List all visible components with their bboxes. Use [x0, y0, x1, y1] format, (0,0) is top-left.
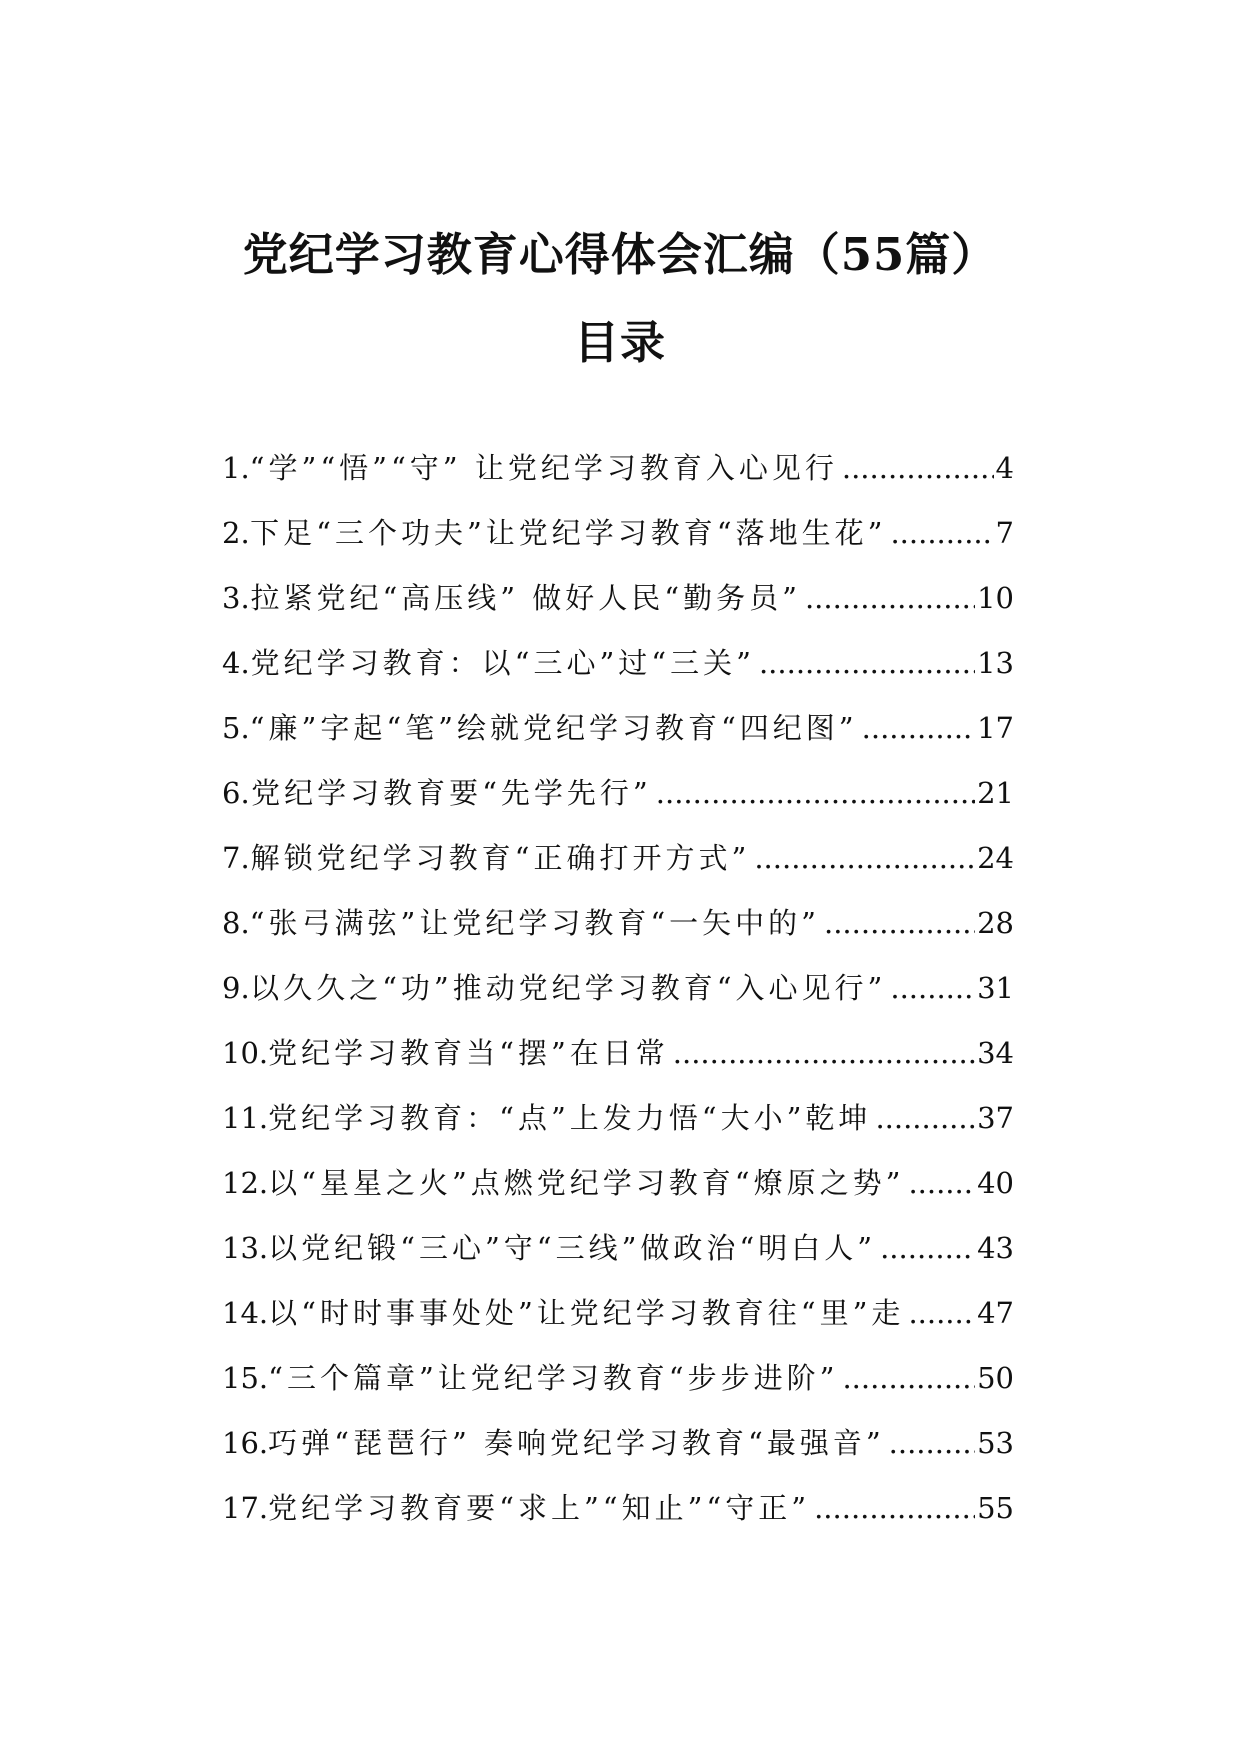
toc-entry-3[interactable]: [222, 576, 1014, 641]
toc-entry-number: 13.: [222, 1231, 269, 1265]
toc-entry-4[interactable]: [222, 641, 1014, 706]
toc-leader-dots: [842, 451, 994, 485]
toc-entry-page: 10: [977, 581, 1014, 615]
toc-entry-number: 2.: [222, 516, 250, 550]
toc-entry-7[interactable]: [222, 836, 1014, 901]
toc-leader-dots: [814, 1491, 975, 1525]
toc-entry-10[interactable]: [222, 1031, 1014, 1096]
toc-entry-17[interactable]: [222, 1486, 1014, 1551]
toc-entry-number: 11.: [222, 1101, 269, 1135]
toc-entry-title: “张弓满弦”让党纪学习教育“一矢中的”: [249, 906, 820, 940]
toc-entry-title: 党纪学习教育要“先学先行”: [251, 776, 652, 810]
toc-entry-title: “学”“悟”“守” 让党纪学习教育入心见行: [249, 451, 838, 485]
toc-entry-title: 以“星星之火”点燃党纪学习教育“燎原之势”: [268, 1166, 905, 1200]
toc-entry-title: 解锁党纪学习教育“正确打开方式”: [250, 841, 751, 875]
toc-leader-dots: [673, 1036, 975, 1070]
toc-entry-9[interactable]: [222, 966, 1014, 1031]
toc-entry-11[interactable]: [222, 1096, 1014, 1161]
toc-entry-page: 47: [977, 1296, 1014, 1330]
toc-entry-13[interactable]: [222, 1226, 1014, 1291]
toc-entry-title: 党纪学习教育：以“三心”过“三关”: [250, 646, 755, 680]
document-title: 党纪学习教育心得体会汇编（55篇）: [242, 228, 998, 281]
toc-entry-page: 43: [977, 1231, 1014, 1265]
toc-entry-page: 28: [977, 906, 1014, 940]
toc-entry-number: 1.: [222, 451, 250, 485]
toc-leader-dots: [842, 1361, 975, 1395]
toc-entry-number: 8.: [222, 906, 250, 940]
toc-leader-dots: [805, 581, 975, 615]
toc-entry-2[interactable]: [222, 511, 1014, 576]
toc-entry-15[interactable]: [222, 1356, 1014, 1421]
toc-entry-page: 37: [977, 1101, 1014, 1135]
toc-entry-page: 53: [977, 1426, 1014, 1460]
table-of-contents: [222, 446, 1014, 1551]
toc-entry-title: “廉”字起“笔”绘就党纪学习教育“四纪图”: [249, 711, 858, 745]
toc-entry-title: “三个篇章”让党纪学习教育“步步进阶”: [268, 1361, 839, 1395]
toc-entry-title: 以久久之“功”推动党纪学习教育“入心见行”: [250, 971, 887, 1005]
toc-entry-8[interactable]: [222, 901, 1014, 966]
toc-entry-6[interactable]: [222, 771, 1014, 836]
toc-leader-dots: [908, 1166, 975, 1200]
toc-entry-page: 7: [995, 516, 1014, 550]
toc-leader-dots: [862, 711, 975, 745]
toc-leader-dots: [889, 1426, 975, 1460]
toc-entry-page: 24: [977, 841, 1014, 875]
toc-leader-dots: [908, 1296, 975, 1330]
toc-leader-dots: [880, 1231, 975, 1265]
toc-entry-16[interactable]: [222, 1421, 1014, 1486]
toc-leader-dots: [656, 776, 975, 810]
toc-entry-number: 17.: [222, 1491, 269, 1525]
toc-entry-number: 3.: [222, 581, 250, 615]
toc-entry-number: 14.: [222, 1296, 269, 1330]
toc-entry-page: 50: [977, 1361, 1014, 1395]
toc-entry-page: 21: [977, 776, 1014, 810]
toc-heading: 目录: [573, 316, 666, 369]
toc-entry-title: 党纪学习教育当“摆”在日常: [268, 1036, 669, 1070]
toc-entry-title: 以“时时事事处处”让党纪学习教育往“里”走: [268, 1296, 905, 1330]
toc-leader-dots: [824, 906, 975, 940]
toc-leader-dots: [890, 516, 993, 550]
toc-entry-number: 12.: [222, 1166, 269, 1200]
toc-entry-number: 16.: [222, 1426, 269, 1460]
toc-entry-number: 15.: [222, 1361, 269, 1395]
toc-entry-title: 党纪学习教育：“点”上发力悟“大小”乾坤: [268, 1101, 872, 1135]
toc-entry-page: 17: [977, 711, 1014, 745]
toc-leader-dots: [759, 646, 975, 680]
toc-entry-page: 40: [977, 1166, 1014, 1200]
toc-entry-5[interactable]: [222, 706, 1014, 771]
toc-entry-number: 10.: [222, 1036, 269, 1070]
toc-entry-title: 拉紧党纪“高压线” 做好人民“勤务员”: [250, 581, 801, 615]
toc-entry-1[interactable]: [222, 446, 1014, 511]
toc-entry-page: 31: [977, 971, 1014, 1005]
toc-entry-number: 9.: [222, 971, 250, 1005]
toc-entry-title: 下足“三个功夫”让党纪学习教育“落地生花”: [250, 516, 887, 550]
toc-leader-dots: [875, 1101, 975, 1135]
toc-entry-page: 34: [977, 1036, 1014, 1070]
toc-leader-dots: [754, 841, 975, 875]
toc-entry-14[interactable]: [222, 1291, 1014, 1356]
toc-leader-dots: [890, 971, 975, 1005]
toc-entry-page: 55: [977, 1491, 1014, 1525]
toc-entry-title: 巧弹“琵琶行” 奏响党纪学习教育“最强音”: [268, 1426, 885, 1460]
toc-entry-page: 13: [977, 646, 1014, 680]
toc-entry-title: 党纪学习教育要“求上”“知止”“守正”: [268, 1491, 811, 1525]
toc-entry-number: 6.: [222, 776, 250, 810]
toc-entry-title: 以党纪锻“三心”守“三线”做政治“明白人”: [268, 1231, 877, 1265]
toc-entry-page: 4: [995, 451, 1014, 485]
toc-entry-number: 5.: [222, 711, 250, 745]
toc-entry-number: 7.: [222, 841, 250, 875]
toc-entry-number: 4.: [222, 646, 250, 680]
toc-entry-12[interactable]: [222, 1161, 1014, 1226]
